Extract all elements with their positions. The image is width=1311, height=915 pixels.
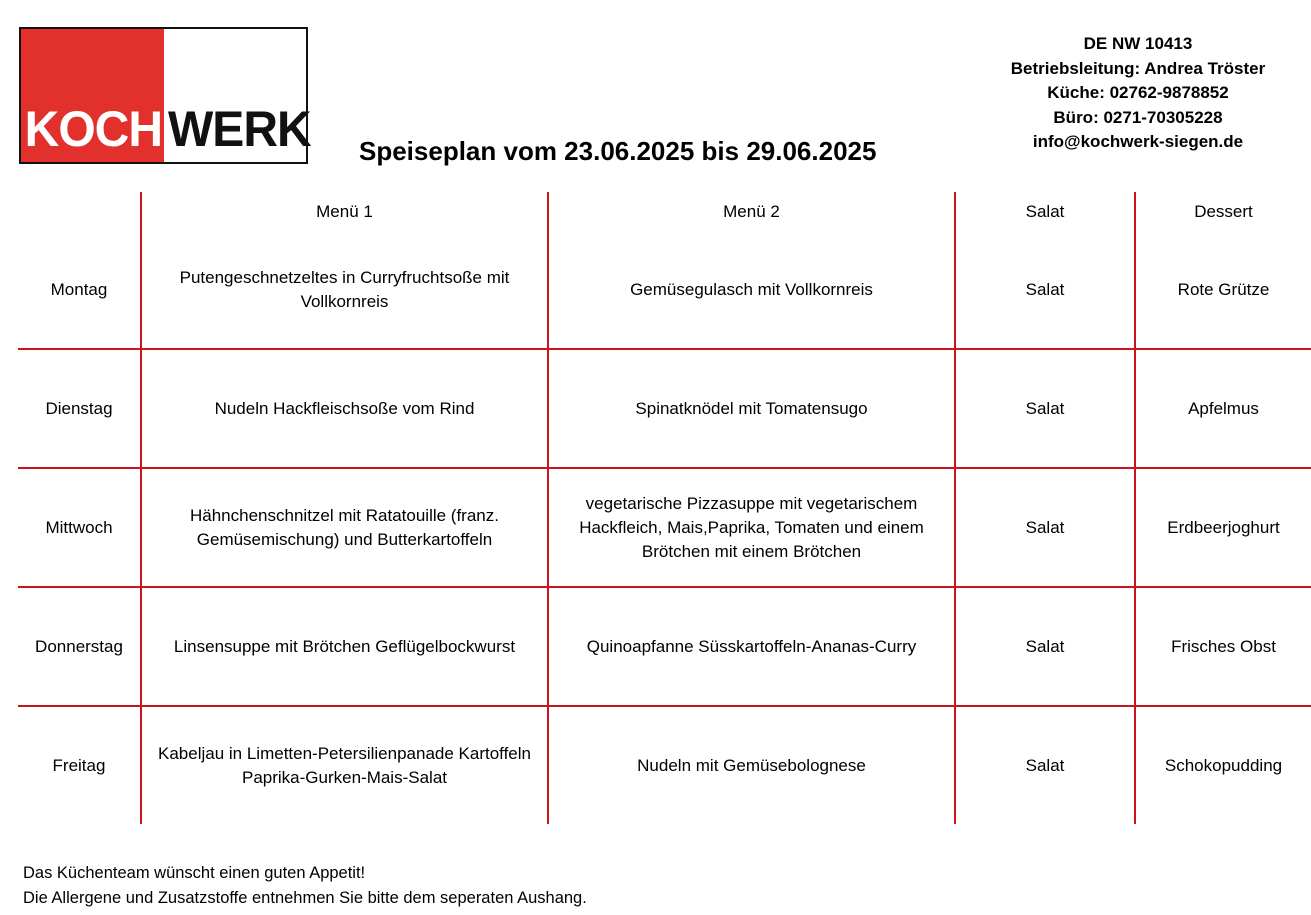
table-row xyxy=(18,706,1311,824)
kitchen-phone: Küche: 02762-9878852 xyxy=(1047,83,1229,102)
menu2-cell: Gemüsegulasch mit Vollkornreis xyxy=(548,231,955,349)
logo-red-panel xyxy=(21,29,164,162)
logo-white-panel xyxy=(164,29,311,162)
day-cell: Donnerstag xyxy=(18,587,141,706)
contact-block xyxy=(968,32,1308,155)
menu-table xyxy=(18,192,1311,824)
table-row xyxy=(18,468,1311,587)
dessert-cell: Rote Grütze xyxy=(1135,231,1311,349)
day-cell: Dienstag xyxy=(18,349,141,468)
email-address: info@kochwerk-siegen.de xyxy=(1032,132,1244,151)
salat-cell: Salat xyxy=(955,587,1135,706)
salat-cell: Salat xyxy=(955,468,1135,587)
menu2-cell: Nudeln mit Gemüsebolognese xyxy=(548,706,955,824)
salat-cell: Salat xyxy=(955,349,1135,468)
header-menu2: Menü 2 xyxy=(548,192,955,231)
header-day xyxy=(18,192,141,231)
menu1-cell: Putengeschnetzeltes in Curryfruchtsoße mit Vollkornreis xyxy=(141,231,548,349)
logo-text-werk: WERK xyxy=(168,101,311,158)
day-cell: Mittwoch xyxy=(18,468,141,587)
page-title: Speiseplan vom 23.06.2025 bis 29.06.2025 xyxy=(359,136,877,166)
dessert-cell: Schokopudding xyxy=(1135,706,1311,824)
menu2-cell: vegetarische Pizzasuppe mit vegetarischem Hackfleich, Mais,Paprika, Tomaten und einem Brötchen mit einem Brötchen xyxy=(548,468,955,587)
day-cell: Freitag xyxy=(18,706,141,824)
table-row xyxy=(18,349,1311,468)
menu1-cell: Nudeln Hackfleischsoße vom Rind xyxy=(141,349,548,468)
office-phone: Büro: 0271-70305228 xyxy=(1053,107,1223,127)
salat-cell: Salat xyxy=(955,231,1135,349)
menu1-cell: Linsensuppe mit Brötchen Geflügelbockwurst xyxy=(141,587,548,706)
footer-notes xyxy=(23,861,587,911)
registration-number: DE NW 10413 xyxy=(1083,34,1193,53)
table-row xyxy=(18,587,1311,706)
table-header-row xyxy=(18,192,1311,231)
header-menu1: Menü 1 xyxy=(141,192,548,231)
footer-allergen-note: Die Allergene und Zusatzstoffe entnehmen Sie bitte dem seperaten Aushang. xyxy=(23,889,587,907)
header-dessert: Dessert xyxy=(1135,192,1311,231)
dessert-cell: Apfelmus xyxy=(1135,349,1311,468)
management-name: Betriebsleitung: Andrea Tröster xyxy=(1010,58,1266,78)
salat-cell: Salat xyxy=(955,706,1135,824)
menu1-cell: Kabeljau in Limetten-Petersilienpanade Kartoffeln Paprika-Gurken-Mais-Salat xyxy=(141,706,548,824)
header-salat: Salat xyxy=(955,192,1135,231)
dessert-cell: Erdbeerjoghurt xyxy=(1135,468,1311,587)
day-cell: Montag xyxy=(18,231,141,349)
menu2-cell: Quinoapfanne Süsskartoffeln-Ananas-Curry xyxy=(548,587,955,706)
menu2-cell: Spinatknödel mit Tomatensugo xyxy=(548,349,955,468)
footer-greeting: Das Küchenteam wünscht einen guten Appetit! xyxy=(23,864,366,882)
kochwerk-logo xyxy=(19,27,311,164)
menu1-cell: Hähnchenschnitzel mit Ratatouille (franz. Gemüsemischung) und Butterkartoffeln xyxy=(141,468,548,587)
logo-text-koch: KOCH xyxy=(24,101,162,158)
table-row xyxy=(18,231,1311,349)
dessert-cell: Frisches Obst xyxy=(1135,587,1311,706)
